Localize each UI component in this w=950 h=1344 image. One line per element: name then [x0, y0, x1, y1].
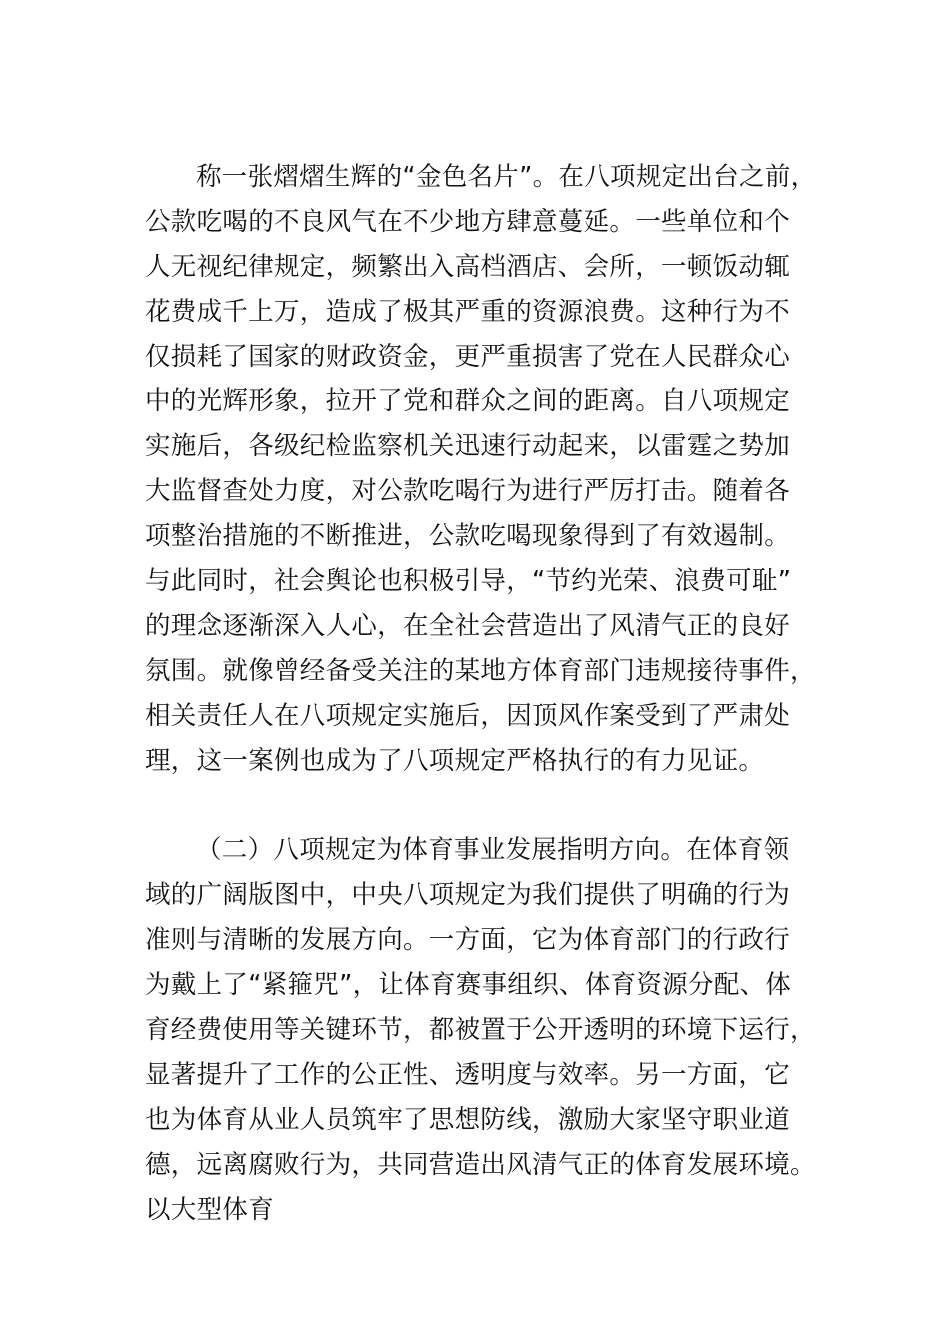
text-line: 氛围。就像曾经备受关注的某地方体育部门违规接待事件，	[145, 655, 816, 686]
text-line: 花费成千上万，造成了极其严重的资源浪费。这种行为不	[145, 296, 791, 327]
text-line: 中的光辉形象，拉开了党和群众之间的距离。自八项规定	[145, 386, 791, 417]
text-line: 公款吃喝的不良风气在不少地方肆意蔓延。一些单位和个	[145, 206, 791, 237]
paragraph-spacing	[145, 783, 810, 828]
text-line: 域的广阔版图中，中央八项规定为我们提供了明确的行为	[145, 880, 791, 911]
document-page	[145, 155, 817, 1232]
text-line: 理，这一案例也成为了八项规定严格执行的有力见证。	[145, 745, 765, 776]
text-line: 实施后，各级纪检监察机关迅速行动起来，以雷霆之势加	[145, 431, 791, 462]
text-line: 仅损耗了国家的财政资金，更严重损害了党在人民群众心	[145, 341, 791, 372]
text-line: 显著提升了工作的公正性、透明度与效率。另一方面，它	[145, 1059, 791, 1090]
paragraph-sports-direction	[145, 828, 816, 1232]
text-line: 项整治措施的不断推进，公款吃喝现象得到了有效遏制。	[145, 521, 791, 552]
text-line: 的理念逐渐深入人心，在全社会营造出了风清气正的良好	[145, 610, 791, 641]
text-line: 德，远离腐败行为，共同营造出风清气正的体育发展环境。	[145, 1149, 816, 1180]
text-line: 称一张熠熠生辉的“金色名片”。在八项规定出台之前，	[196, 162, 817, 192]
text-line: 人无视纪律规定，频繁出入高档酒店、会所，一顿饭动辄	[145, 251, 791, 282]
text-line: 大监督查处力度，对公款吃喝行为进行严厉打击。随着各	[145, 476, 791, 507]
text-line: 育经费使用等关键环节，都被置于公开透明的环境下运行，	[145, 1015, 816, 1046]
text-line: 以大型体育	[145, 1194, 275, 1225]
text-line: 准则与清晰的发展方向。一方面，它为体育部门的行政行	[145, 925, 791, 956]
text-line: 相关责任人在八项规定实施后，因顶风作案受到了严肃处	[145, 700, 791, 731]
text-line: 与此同时，社会舆论也积极引导，“节约光荣、浪费可耻”	[145, 566, 792, 597]
section-heading-line: （二）八项规定为体育事业发展指明方向。在体育领	[196, 835, 790, 866]
paragraph-eight-rules-dining	[145, 155, 817, 783]
text-line: 也为体育从业人员筑牢了思想防线，激励大家坚守职业道	[145, 1104, 791, 1135]
text-line: 为戴上了“紧箍咒”，让体育赛事组织、体育资源分配、体	[145, 970, 792, 1001]
